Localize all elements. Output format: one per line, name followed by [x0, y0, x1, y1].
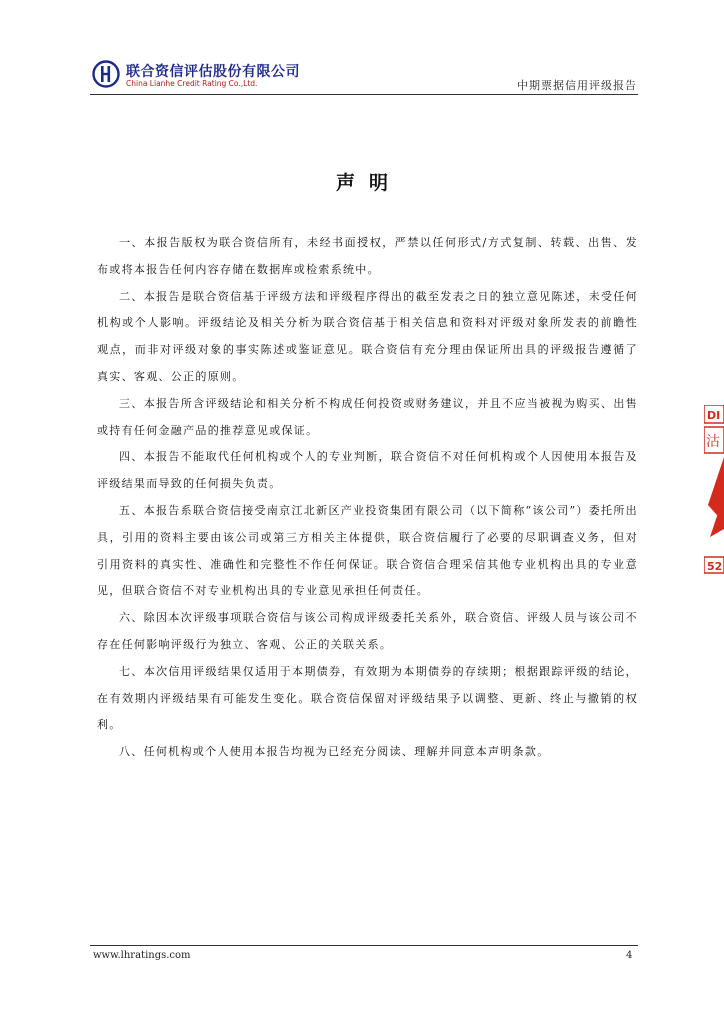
- report-type: 中期票据信用评级报告: [517, 79, 637, 92]
- svg-text:DI: DI: [707, 409, 721, 422]
- declaration-body: [97, 230, 638, 766]
- declaration-item-8: 八、任何机构或个人使用本报告均视为已经充分阅读、理解并同意本声明条款。: [119, 745, 550, 759]
- declaration-item-6: 六、除因本次评级事项联合资信与该公司构成评级委托关系外，联合资信、评级人员与该公司不存在任何影响评级行为独立、客观、公正的关联关系。: [97, 611, 638, 651]
- footer-website: www.lhratings.com: [93, 950, 191, 961]
- footer-divider: [90, 945, 638, 946]
- declaration-item-4: 四、本报告不能取代任何机构或个人的专业判断，联合资信不对任何机构或个人因使用本报告及评级结果而导致的任何损失负责。: [97, 450, 638, 491]
- declaration-item-2: 二、本报告是联合资信基于评级方法和评级程序得出的截至发表之日的独立意见陈述，未受任何机构或个人影响。评级结论及相关分析为联合资信基于相关信息和资料对评级对象所发表的前瞻性观点，而非对评级对象的事实陈述或鉴证意见。联合资信有充分理由保证所出具的评级报告遵循了真实、客观、公正的原则。: [97, 289, 638, 383]
- declaration-item-1: 一、本报告版权为联合资信所有，未经书面授权，严禁以任何形式/方式复制、转载、出售、发布或将本报告任何内容存储在数据库或检索系统中。: [97, 236, 638, 276]
- svg-text:52: 52: [707, 560, 723, 573]
- page-number: 4: [626, 950, 633, 961]
- header-divider: [90, 94, 638, 95]
- company-name-cn: 联合资信评估股份有限公司: [126, 64, 300, 80]
- svg-text:沽: 沽: [706, 434, 720, 450]
- company-name-en: China Lianhe Credit Rating Co.,Ltd.: [126, 79, 258, 88]
- page-header: [92, 60, 637, 94]
- lianhe-logo-icon: [92, 60, 120, 88]
- declaration-item-5: 五、本报告系联合资信接受南京江北新区产业投资集团有限公司（以下简称“该公司”）委托所出具，引用的资料主要由该公司或第三方相关主体提供，联合资信履行了必要的尽职调查义务，但对引用资料的真实性、准确性和完整性不作任何保证。联合资信合理采信其他专业机构出具的专业意见，但联合资信不对专业机构出具的专业意见承担任何责任。: [97, 503, 638, 598]
- declaration-item-7: 七、本次信用评级结果仅适用于本期债券，有效期为本期债券的存续期；根据跟踪评级的结论，在有效期内评级结果有可能发生变化。联合资信保留对评级结果予以调整、更新、终止与撤销的权利。: [97, 664, 638, 732]
- page-title: 声明: [335, 172, 402, 194]
- red-seal-stamp: [704, 405, 724, 575]
- declaration-item-3: 三、本报告所含评级结论和相关分析不构成任何投资或财务建议，并且不应当被视为购买、出售或持有任何金融产品的推荐意见或保证。: [97, 396, 638, 437]
